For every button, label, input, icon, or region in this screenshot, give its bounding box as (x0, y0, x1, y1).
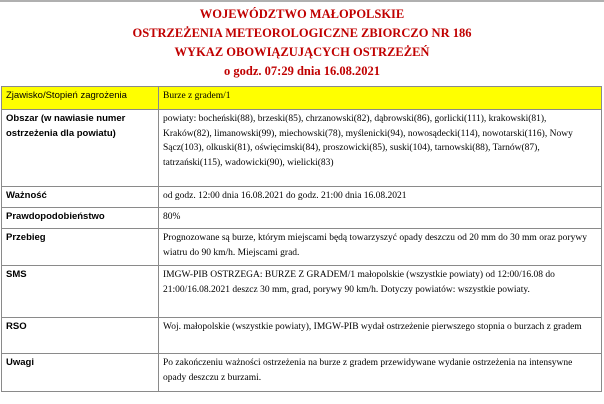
header-bulletin-title: OSTRZEŻENIA METEOROLOGICZNE ZBIORCZO NR 186 (132, 26, 472, 40)
row-label: Uwagi (2, 354, 159, 392)
table-row-remarks (2, 354, 602, 392)
row-value: IMGW-PIB OSTRZEGA: BURZE Z GRADEM/1 małopolskie (wszystkie powiaty) od 12:00/16.08 do 21:00/16.08.2021 deszcz 30 mm, grad, porywy 90 km/h. Dotyczy powiatów: wszystkie powiaty. (159, 266, 602, 318)
row-value: Woj. małopolskie (wszystkie powiaty), IMGW-PIB wydał ostrzeżenie pierwszego stopnia o burzach z gradem (159, 318, 602, 354)
table-row-phenomenon (2, 87, 602, 110)
row-value: powiaty: bocheński(88), brzeski(85), chrzanowski(82), dąbrowski(86), gorlicki(111), krakowski(81), Kraków(82), limanowski(99), miechowski(78), myślenicki(94), nowosądecki(114), nowotarski(116), Nowy Sącz(103), olkuski(81), oświęcimski(84), proszowicki(85), suski(104), tarnowski(88), Tarnów(87), tatrzański(115), wadowicki(90), wielicki(83) (159, 110, 602, 187)
row-label: SMS (2, 266, 159, 318)
table-row-area (2, 110, 602, 187)
table-row-validity (2, 187, 602, 208)
table-row-probability (2, 208, 602, 229)
row-value: od godz. 12:00 dnia 16.08.2021 do godz. 21:00 dnia 16.08.2021 (159, 187, 602, 208)
header-region: WOJEWÓDZTWO MAŁOPOLSKIE (199, 7, 405, 21)
table-row-rso (2, 318, 602, 354)
row-value: Prognozowane są burze, którym miejscami będą towarzyszyć opady deszczu od 20 mm do 30 mm oraz porywy wiatru do 90 km/h. Miejscami grad. (159, 229, 602, 266)
header-timestamp: o godz. 07:29 dnia 16.08.2021 (224, 64, 380, 78)
table-row-course (2, 229, 602, 266)
warnings-table (1, 86, 602, 392)
row-value: Po zakończeniu ważności ostrzeżenia na burze z gradem przewidywane wydanie ostrzeżenia na intensywne opady deszczu z burzami. (159, 354, 602, 392)
row-label: Obszar (w nawiasie numer ostrzeżenia dla powiatu) (2, 110, 159, 187)
header-list-title: WYKAZ OBOWIĄZUJĄCYCH OSTRZEŻEŃ (174, 45, 430, 59)
row-label: Ważność (2, 187, 159, 208)
table-row-sms (2, 266, 602, 318)
row-label: Prawdopodobieństwo (2, 208, 159, 229)
row-label: Przebieg (2, 229, 159, 266)
row-value: 80% (159, 208, 602, 229)
top-divider (0, 0, 604, 2)
row-label: RSO (2, 318, 159, 354)
row-label: Zjawisko/Stopień zagrożenia (2, 87, 159, 110)
row-value: Burze z gradem/1 (159, 87, 602, 110)
